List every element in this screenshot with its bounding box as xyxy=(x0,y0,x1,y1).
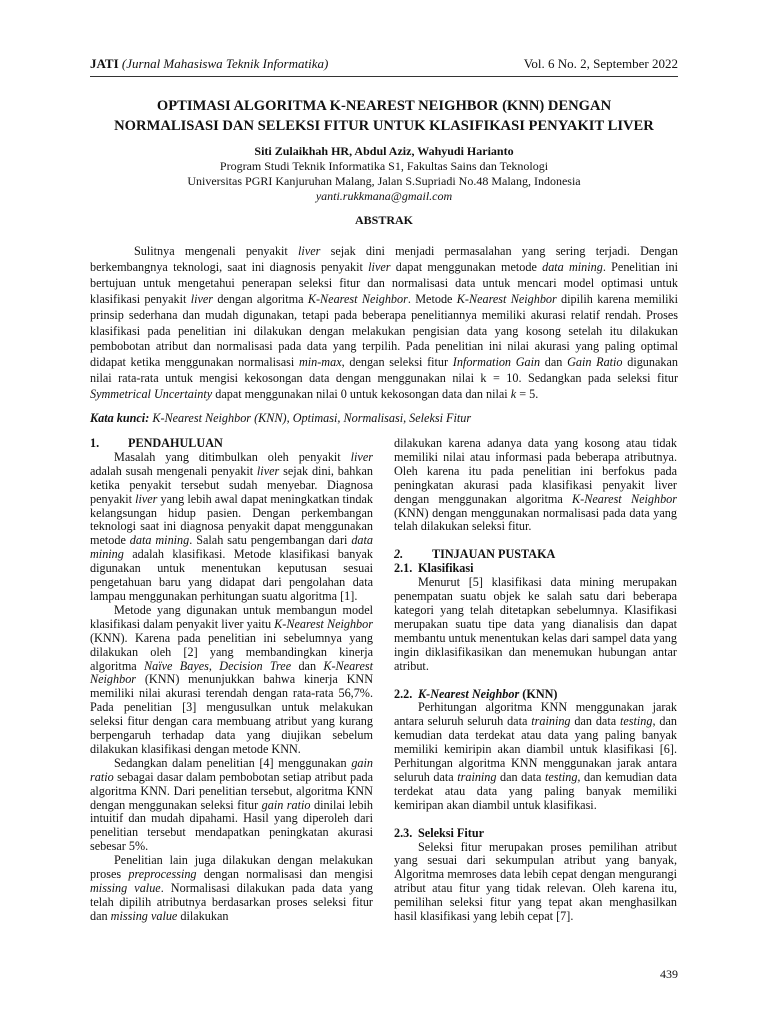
keywords-list: K-Nearest Neighbor (KNN), Optimasi, Normalisasi, Seleksi Fitur xyxy=(149,411,472,425)
author-block xyxy=(90,144,678,204)
title-line-2: NORMALISASI DAN SELEKSI FITUR UNTUK KLASIFIKASI PENYAKIT LIVER xyxy=(114,118,654,134)
title-line-1: OPTIMASI ALGORITMA K-NEAREST NEIGHBOR (KNN) DENGAN xyxy=(156,98,612,114)
page-number: 439 xyxy=(660,967,678,981)
affiliation-line-2: Universitas PGRI Kanjuruhan Malang, Jalan S.Supriadi No.48 Malang, Indonesia xyxy=(187,174,581,188)
spacer xyxy=(394,674,677,688)
paper-title xyxy=(90,96,678,136)
seleksi-fitur-paragraph: Seleksi fitur merupakan proses pemilihan atribut yang sesuai dari sekumpulan atribut yang banyak, Algoritma memroses data lebih cepat dengan mengurangi atribut atau fitur yang tidak relevan. Oleh karena itu, pemilihan seleksi fitur yang tepat akan menghasilkan hasil klasifikasi yang lebih cepat [7]. xyxy=(394,839,677,924)
header-divider xyxy=(90,76,678,77)
column-right xyxy=(394,437,677,924)
intro-paragraph-3: Sedangkan dalam penelitian [4] menggunakan gain ratio sebagai dasar dalam pembobotan setiap atribut pada algoritma KNN. Dari penelitian tersebut, algoritma KNN dengan menggunakan seleksi fitur gain ratio dinilai lebih intuitif dan mudah dipahami. Hasil yang diperoleh dari penelitian tersebut mendapatkan peningkatan akurasi sebesar 5%. xyxy=(90,755,373,854)
running-header xyxy=(90,56,678,72)
subsection-heading-2-3: 2.3. Seleksi Fitur xyxy=(394,825,485,840)
journal-abbr: JATI xyxy=(90,56,119,71)
abstract-heading: ABSTRAK xyxy=(354,213,413,227)
knn-paragraph: Perhitungan algoritma KNN menggunakan jarak antara seluruh seluruh data training dan data testing, dan kemudian data terdekat atau data yang paling banyak memiliki kemiripin akan diambil untuk klasifikasi [6]. Perhitungan algoritma KNN menggunakan jarak antara seluruh data training dan data testing, dan kemudian data terdekat atau data yang paling banyak memiliki kemiripan akan diambil untuk klasifikasi. xyxy=(394,700,677,812)
subsection-heading-2-2: 2.2. K-Nearest Neighbor (KNN) xyxy=(394,686,558,701)
abstract-text: Sulitnya mengenali penyakit liver sejak dini menjadi permasalahan yang sering terjadi. Dengan berkembangnya teknologi, saat ini diagnosis penyakit liver dapat menggunakan metode data mining. Penelitian ini bertujuan untuk mengetahui penerapan seleksi fitur dan normalisasi data untuk mencari model optimasi untuk klasifikasi penyakit liver dengan algoritma K-Nearest Neighbor. Metode K-Nearest Neighbor dipilih karena memiliki prinsip sederhana dan mudah digunakan, tetapi pada beberapa penelitiannya memiliki akurasi relatif rendah. Proses klasifikasi pada penelitian ini dilakukan dengan melakukan pengisian data yang kosong setelah itu dilakukan pembobotan atribut dan normalisasi pada data yang terpilih. Pada penelitian ini nilai akurasi yang paling optimal didapat ketika menggunakan normalisasi min-max, dengan seleksi fitur Information Gain dan Gain Ratio digunakan nilai rata-rata untuk mengisi kekosongan data dengan menggunakan nilai k = 10. Sedangkan pada seleksi fitur Symmetrical Uncertainty dapat menggunakan nilai 0 untuk kekosongan data dan nilai k = 5. xyxy=(90,244,679,402)
author-names: Siti Zulaikhah HR, Abdul Aziz, Wahyudi Harianto xyxy=(254,144,514,158)
section-heading-1: 1. PENDAHULUAN xyxy=(90,436,223,450)
column-left xyxy=(90,437,373,924)
keywords xyxy=(90,411,678,426)
intro-paragraph-2: Metode yang digunakan untuk membangun model klasifikasi dalam penyakit liver yaitu K-Nearest Neighbor (KNN). Karena pada penelitian ini sebelumnya yang dilakukan oleh [2] yang membandingkan kinerja algoritma Naïve Bayes, Decision Tree dan K-Nearest Neighbor (KNN) menunjukkan bahwa kinerja KNN memiliki nilai akurasi terendah dengan rata-rata 56,7%. Pada penelitian [3] mengusulkan untuk melakukan seleksi fitur dengan cara membuang atribut yang kurang berpengaruh terhadap data yang diujikan sebelum dilakukan klasifikasi dengan metode KNN. xyxy=(90,602,374,756)
volume-info: Vol. 6 No. 2, September 2022 xyxy=(523,56,678,71)
keywords-label: Kata kunci: xyxy=(90,411,150,425)
section-heading-2: 2. TINJAUAN PUSTAKA xyxy=(394,547,556,562)
klasifikasi-paragraph: Menurut [5] klasifikasi data mining merupakan penempatan suatu objek ke salah satu dari beberapa kategori yang telah ditetapkan sebelumnya. Klasifikasi merupakan suatu tipe data yang dianalisis dan dapat membantu untuk menentukan kelas dari sampel data yang ingin diklasifikasikan dan menemukan hubungan antar atribut. xyxy=(394,575,677,673)
intro-paragraph-1: Masalah yang ditimbulkan oleh penyakit liver adalah susah mengenali penyakit liver sejak dini, bahkan ketika penyakit tersebut sudah menyebar. Diagnosa penyakit liver yang lebih awal dapat meningkatkan tindak kelangsungan hidup pasien. Dengan perkembangan teknologi saat ini diagnosa penyakit dapat menggunakan metode data mining. Salah satu pengembangan dari data mining adalah klasifikasi. Metode klasifikasi banyak digunakan untuk menentukan keputusan sesuai pengetahuan baru yang didapat dari pengolahan data lampau menggunakan perhitungan suatu algoritma [1]. xyxy=(90,449,374,603)
journal-name xyxy=(90,56,328,72)
affiliation-line-1: Program Studi Teknik Informatika S1, Fakultas Sains dan Teknologi xyxy=(219,159,549,173)
subsection-heading-2-1: 2.1. Klasifikasi xyxy=(394,561,474,576)
intro-paragraph-4: Penelitian lain juga dilakukan dengan melakukan proses preprocessing dengan normalisasi dan mengisi missing value. Normalisasi dilakukan pada data yang telah dipilih atributnya berdasarkan proses seleksi fitur dan missing value dilakukan xyxy=(90,853,374,923)
spacer xyxy=(394,534,677,548)
spacer xyxy=(394,813,677,827)
intro-paragraph-5: dilakukan karena adanya data yang kosong atau tidak memiliki nilai atau informasi pada beberapa atributnya. Oleh karena itu pada penelitian ini berfokus pada peningkatan akurasi pada klasifikasi penyakit liver dengan menggunakan algoritma K-Nearest Neighbor (KNN) dengan menggunakan normalisasi pada data yang telah dilakukan seleksi fitur. xyxy=(394,436,677,534)
journal-full-name: (Jurnal Mahasiswa Teknik Informatika) xyxy=(121,56,329,71)
author-email[interactable]: yanti.rukkmana@gmail.com xyxy=(315,189,453,203)
